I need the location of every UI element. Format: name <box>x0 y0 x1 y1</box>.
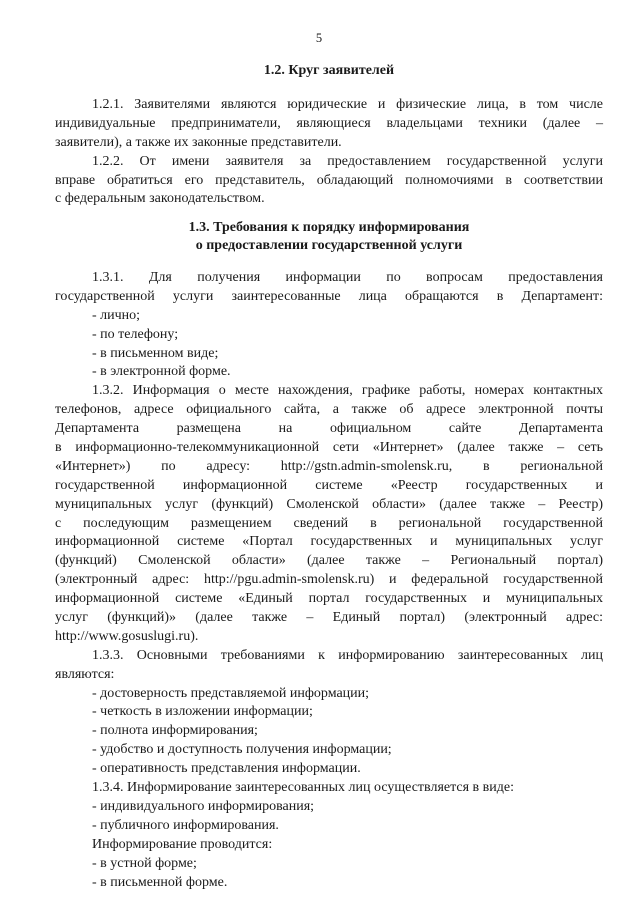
list-item: - в письменном виде; <box>92 345 219 361</box>
page-number: 5 <box>315 31 323 45</box>
paragraph-1-3-2-line: Департамента размещена на официальном сайте Департамента <box>55 421 603 437</box>
list-item: - удобство и доступность получения информации; <box>92 742 392 758</box>
paragraph-1-3-4-line: 1.3.4. Информирование заинтересованных лиц осуществляется в виде: <box>92 780 514 796</box>
paragraph-1-2-2-line: вправе обратиться его представитель, обладающий полномочиями в соответствии <box>55 172 603 188</box>
paragraph-1-3-2-line: с последующим размещением сведений в региональной государственной <box>55 515 603 531</box>
list-item: - четкость в изложении информации; <box>92 704 313 720</box>
paragraph-1-2-2-line: 1.2.2. От имени заявителя за предоставлением государственной услуги <box>92 153 603 169</box>
paragraph-1-3-2-line: информационной системе «Портал государственных и муниципальных услуг <box>55 534 603 550</box>
section-1-2-title: 1.2. Круг заявителей <box>263 63 395 78</box>
paragraph-1-3-3-line: являются: <box>55 666 115 682</box>
paragraph-1-2-1-line: заявители), а также их законные представители. <box>55 134 342 150</box>
paragraph-1-3-2-line: телефонов, адресе официального сайта, а также об адресе электронной почты <box>55 402 603 418</box>
paragraph-1-3-3-line: 1.3.3. Основными требованиями к информированию заинтересованных лиц <box>92 647 603 663</box>
list-item: - лично; <box>92 307 141 323</box>
list-item: - полнота информирования; <box>92 723 258 739</box>
section-1-2-heading <box>55 62 603 80</box>
paragraph-1-2-1-line: индивидуальные предприниматели, являющиеся владельцами техники (далее – <box>55 115 603 131</box>
list-item: - индивидуального информирования; <box>92 798 315 814</box>
paragraph-1-3-2-line: государственной информационной системе «Реестр государственных и <box>55 477 603 493</box>
paragraph-1-3-2-line: в информационно-телекоммуникационной сети «Интернет» (далее также – сеть <box>55 440 603 456</box>
list-item: - оперативность представления информации. <box>92 761 361 777</box>
paragraph-1-3-2-line: 1.3.2. Информация о месте нахождения, графике работы, номерах контактных <box>92 383 603 399</box>
list-item: - по телефону; <box>92 326 179 342</box>
list-item: - в электронной форме. <box>92 364 231 380</box>
paragraph-1-2-1-line: 1.2.1. Заявителями являются юридические и физические лица, в том числе <box>92 97 603 112</box>
list-item: - в письменной форме. <box>92 874 228 890</box>
paragraph-1-3-2-line: муниципальных услуг (функций) Смоленской области» (далее также – Реестр) <box>55 496 603 512</box>
paragraph-1-3-2-line: http://www.gosuslugi.ru). <box>55 628 199 644</box>
paragraph-1-3-2-line: услуг (функций)» (далее также – Единый портал) (электронный адрес: <box>55 610 603 626</box>
paragraph-1-3-1-line: 1.3.1. Для получения информации по вопросам предоставления <box>92 270 603 285</box>
section-1-3-title-line: 1.3. Требования к порядку информирования <box>188 220 470 235</box>
section-1-3-heading <box>55 219 603 255</box>
paragraph-1-3-2-line: «Интернет») по адресу: http://gstn.admin-smolensk.ru, в региональной <box>55 458 603 474</box>
section-1-3-title-line: о предоставлении государственной услуги <box>195 238 463 253</box>
list-item: - публичного информирования. <box>92 817 279 833</box>
section-1-2-body <box>55 96 603 209</box>
paragraph-1-2-2-line: с федеральным законодательством. <box>55 191 265 207</box>
paragraph-1-3-2-line: (электронный адрес: http://pgu.admin-smolensk.ru) и федеральной государственной <box>55 572 603 588</box>
list-item: - достоверность представляемой информации; <box>92 685 370 701</box>
paragraph-1-3-1-line: государственной услуги заинтересованные лица обращаются в Департамент: <box>55 288 603 304</box>
paragraph-text: Информирование проводится: <box>92 836 273 852</box>
list-item: - в устной форме; <box>92 855 197 871</box>
paragraph-1-3-2-line: (функций) Смоленской области» (далее также – Региональный портал) <box>55 553 603 569</box>
paragraph-1-3-2-line: информационной системе «Единый портал государственных и муниципальных <box>55 591 603 607</box>
section-1-3-body <box>55 269 603 892</box>
